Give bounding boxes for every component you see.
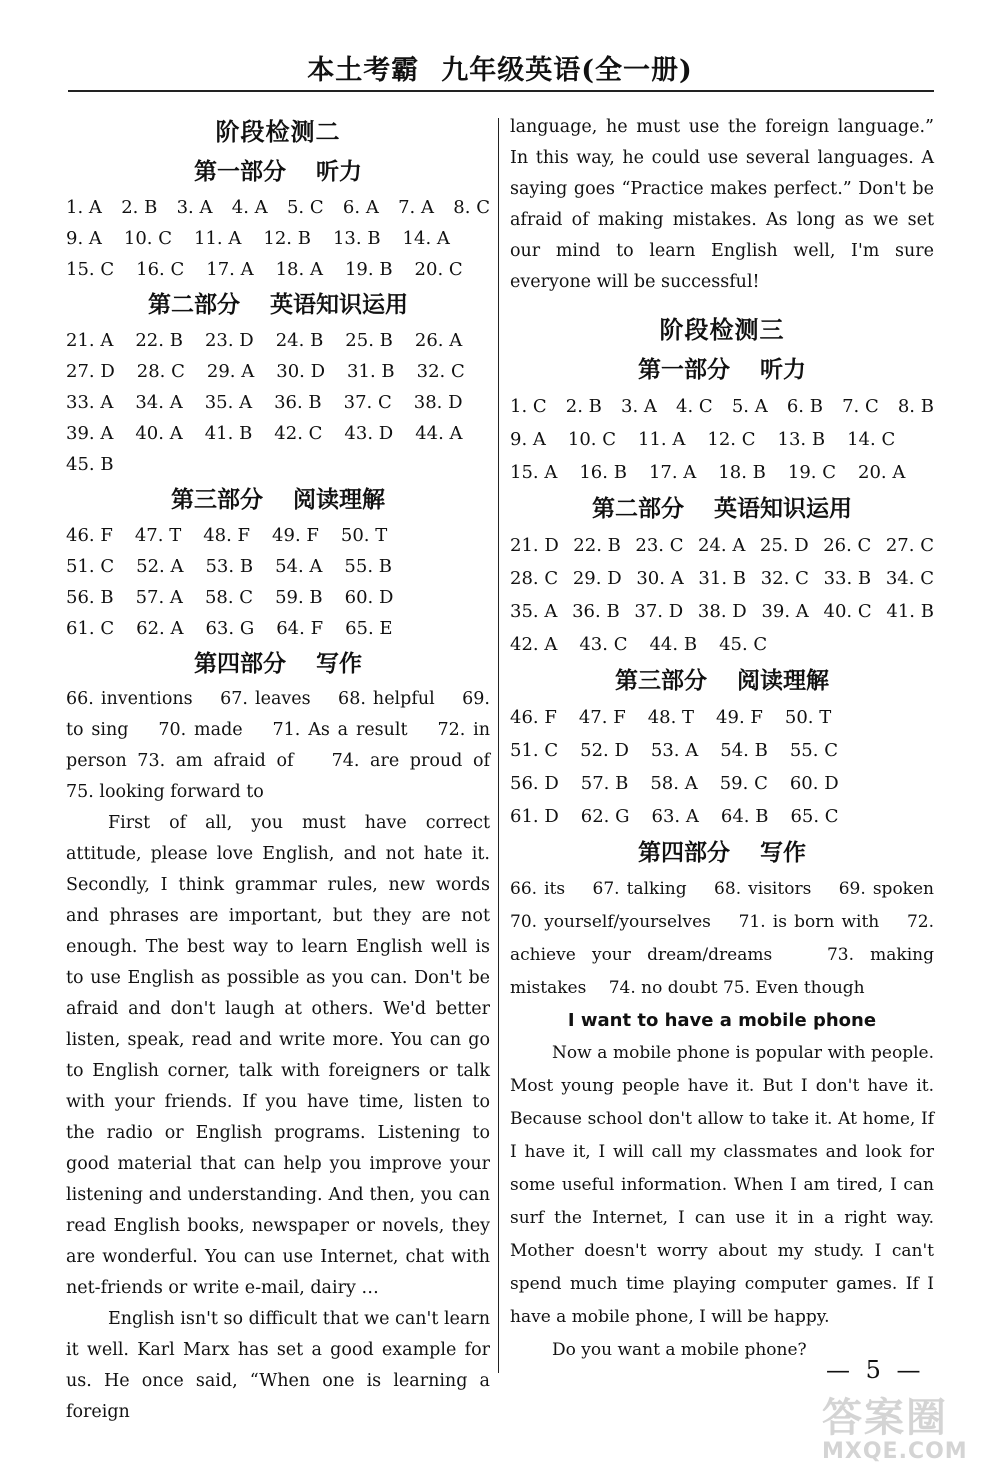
answer-item: 44. A xyxy=(415,423,463,444)
answer-row xyxy=(66,223,490,254)
answer-item: 3. A xyxy=(176,197,213,218)
answer-item: 43. D xyxy=(344,423,394,444)
answer-item: 54. B xyxy=(720,740,768,761)
answer-item: 1. C xyxy=(510,396,547,417)
answer-item: 46. F xyxy=(510,707,557,728)
answer-item: 42. C xyxy=(274,423,323,444)
answer-item: 25. D xyxy=(759,535,809,556)
answer-item: 5. A xyxy=(731,396,768,417)
answer-item: 47. F xyxy=(578,707,626,728)
answer-item: 27. D xyxy=(66,361,115,382)
answer-item: 38. D xyxy=(697,601,747,622)
answer-item: 22. B xyxy=(573,535,621,556)
answer-item: 10. C xyxy=(567,429,617,450)
answer-item: 61. C xyxy=(66,618,115,639)
answer-item: 51. C xyxy=(510,740,559,761)
answer-item: 32. C xyxy=(760,568,809,589)
answer-item: 56. D xyxy=(510,773,559,794)
answer-item: 4. C xyxy=(676,396,713,417)
answer-item: 56. B xyxy=(66,587,114,608)
answer-group xyxy=(510,390,934,489)
answer-row xyxy=(510,562,934,595)
answer-item: 15. A xyxy=(510,462,558,483)
answer-row xyxy=(66,449,490,480)
answer-item: 30. A xyxy=(636,568,684,589)
answer-group xyxy=(510,701,934,833)
answer-item: 23. D xyxy=(204,330,254,351)
answer-item: 53. B xyxy=(205,556,254,577)
answer-item: 57. B xyxy=(580,773,629,794)
answer-item: 62. A xyxy=(136,618,184,639)
answer-item: 60. D xyxy=(344,587,394,608)
answer-item: 9. A xyxy=(66,228,102,249)
answer-item: 37. D xyxy=(634,601,684,622)
answer-item: 13. B xyxy=(777,429,826,450)
answer-item: 22. B xyxy=(135,330,183,351)
answer-item: 54. A xyxy=(275,556,323,577)
answer-row xyxy=(66,387,490,418)
answer-row xyxy=(66,192,490,223)
answer-item: 16. B xyxy=(579,462,627,483)
answer-item: 49. F xyxy=(716,707,763,728)
answer-item: 6. A xyxy=(342,197,379,218)
answer-item: 35. A xyxy=(204,392,253,413)
answer-item: 1. A xyxy=(66,197,102,218)
answer-item: 3. A xyxy=(621,396,657,417)
answer-item: 36. B xyxy=(572,601,620,622)
answer-row xyxy=(66,551,490,582)
essay-continuation: language, he must use the foreign language.” In this way, he could use several languages. A saying goes “Practice makes perfect.” Don't be afraid of making mistakes. As long as we set our mind to learn English well, I'm sure everyone will be successful! xyxy=(510,117,934,292)
answer-item: 8. C xyxy=(453,197,490,218)
answer-group xyxy=(66,325,490,480)
answer-row xyxy=(510,767,934,800)
section-title: 阶段检测三 xyxy=(659,315,785,344)
header-rule xyxy=(68,90,934,92)
answer-item: 24. B xyxy=(275,330,324,351)
answer-item: 44. B xyxy=(649,634,698,655)
answer-item: 7. C xyxy=(842,396,879,417)
answer-row xyxy=(66,582,490,613)
answer-row xyxy=(66,325,490,356)
answer-row xyxy=(510,529,934,562)
answer-item: 29. D xyxy=(572,568,622,589)
answer-row xyxy=(510,734,934,767)
answer-item: 48. T xyxy=(647,707,695,728)
answer-item: 4. A xyxy=(231,197,268,218)
answer-item: 20. C xyxy=(414,259,463,280)
answer-item: 10. C xyxy=(123,228,173,249)
right-column xyxy=(510,112,957,1367)
answer-item: 58. A xyxy=(650,773,698,794)
watermark-logo: 答案圈 MXQE.COM xyxy=(822,1395,968,1464)
answer-item: 52. A xyxy=(136,556,184,577)
answer-item: 50. T xyxy=(340,525,388,546)
essay-paragraph: English isn't so difficult that we can't learn it well. Karl Marx has set a good example for us. He once said, “When one is learning a foreign xyxy=(66,1309,490,1422)
answer-row xyxy=(510,456,934,489)
answer-item: 38. D xyxy=(413,392,463,413)
answer-item: 29. A xyxy=(206,361,255,382)
answer-item: 16. C xyxy=(136,259,185,280)
answer-item: 20. A xyxy=(858,462,906,483)
answer-item: 37. C xyxy=(343,392,392,413)
page-header xyxy=(0,48,1000,87)
answer-item: 34. C xyxy=(885,568,934,589)
answer-item: 2. B xyxy=(121,197,158,218)
answer-row xyxy=(510,701,934,734)
answer-item: 65. E xyxy=(345,618,393,639)
answer-row xyxy=(510,595,934,628)
answer-item: 27. C xyxy=(885,535,934,556)
answer-item: 47. T xyxy=(134,525,182,546)
essay-paragraph: Do you want a mobile phone? xyxy=(552,1340,807,1360)
answer-row xyxy=(510,390,934,423)
answer-item: 24. A xyxy=(698,535,746,556)
answer-item: 55. C xyxy=(789,740,838,761)
answer-row xyxy=(66,613,490,644)
answer-item: 11. A xyxy=(194,228,242,249)
answer-item: 52. D xyxy=(580,740,629,761)
answer-item: 25. B xyxy=(345,330,393,351)
answer-group xyxy=(66,520,490,644)
answer-item: 28. C xyxy=(510,568,559,589)
answer-item: 59. B xyxy=(275,587,323,608)
answer-item: 30. D xyxy=(276,361,326,382)
page-number: — 5 — xyxy=(826,1356,925,1384)
answer-row xyxy=(66,418,490,449)
answer-row xyxy=(510,628,934,661)
answer-item: 26. A xyxy=(414,330,463,351)
essay-paragraph: Now a mobile phone is popular with people. Most young people have it. But I don't have it. Because school don't allow to take it. At home, If I have it, I will call my classmates and look for some useful information. When I am tired, I can surf the Internet, I can use it in a right way. Mother doesn't worry about my study. I can't spend much time playing computer games. If I have a mobile phone, I will be happy. xyxy=(510,1043,934,1327)
answer-item: 31. B xyxy=(698,568,746,589)
answer-item: 51. C xyxy=(66,556,115,577)
answer-item: 36. B xyxy=(274,392,322,413)
answer-row xyxy=(510,423,934,456)
answer-row xyxy=(66,254,490,285)
essay-title: I want to have a mobile phone xyxy=(567,1010,877,1031)
part-heading: 第四部分 写作 xyxy=(638,839,806,866)
part-heading: 第一部分 听力 xyxy=(194,158,362,185)
answer-item: 35. A xyxy=(510,601,558,622)
answer-row xyxy=(66,520,490,551)
left-column xyxy=(66,112,514,1428)
answer-item: 40. A xyxy=(135,423,183,444)
answer-item: 64. B xyxy=(720,806,769,827)
essay-paragraph: First of all, you must have correct attitude, please love English, and not hate it. Secondly, I think grammar rules, new words and phrases are important, but they are not enough. The best way to learn English well is to use English as possible as you can. Don't be afraid and don't laugh at others. We'd better listen, speak, read and write more. You can go to English corner, talk with foreigners or talk with your friends. If you have time, listen to the radio or English programs. Listening to good material that can help you improve your listening and understanding. And then, you can read English books, newspaper or novels, they are wonderful. You can use Internet, chat with net-friends or write e-mail, dairy … xyxy=(66,813,490,1298)
answer-item: 40. C xyxy=(823,601,872,622)
answer-item: 17. A xyxy=(648,462,697,483)
subject-name: 九年级英语(全一册) xyxy=(441,55,693,86)
answer-item: 9. A xyxy=(510,429,546,450)
answer-item: 23. C xyxy=(635,535,684,556)
answer-item: 12. B xyxy=(263,228,311,249)
answer-item: 5. C xyxy=(286,197,324,218)
answer-item: 39. A xyxy=(66,423,114,444)
answer-item: 57. A xyxy=(135,587,183,608)
column-divider xyxy=(498,118,499,1373)
answer-item: 55. B xyxy=(344,556,392,577)
answer-item: 50. T xyxy=(784,707,832,728)
answer-item: 14. A xyxy=(402,228,450,249)
part-heading: 第四部分 写作 xyxy=(194,650,362,677)
answer-item: 13. B xyxy=(332,228,381,249)
answer-item: 32. C xyxy=(416,361,465,382)
section-title: 阶段检测二 xyxy=(215,117,341,146)
answer-item: 49. F xyxy=(272,525,319,546)
answer-item: 28. C xyxy=(136,361,185,382)
answer-item: 39. A xyxy=(761,601,809,622)
writing-answers: 66. inventions 67. leaves 68. helpful 69. to sing 70. made 71. As a result 72. in person 73. am afraid of 74. are proud of 75. looking forward to xyxy=(66,689,514,802)
part-heading: 第二部分 英语知识运用 xyxy=(592,495,852,522)
answer-row xyxy=(66,356,490,387)
answer-item: 62. G xyxy=(580,806,630,827)
answer-item: 63. A xyxy=(651,806,699,827)
answer-item: 21. D xyxy=(510,535,559,556)
answer-item: 19. B xyxy=(344,259,393,280)
answer-item: 59. C xyxy=(719,773,768,794)
answer-item: 18. B xyxy=(718,462,766,483)
answer-item: 41. B xyxy=(886,601,934,622)
answer-item: 6. B xyxy=(786,396,823,417)
answer-item: 7. A xyxy=(398,197,435,218)
answer-item: 8. B xyxy=(897,396,934,417)
answer-item: 15. C xyxy=(66,259,115,280)
answer-item: 17. A xyxy=(206,259,254,280)
answer-item: 41. B xyxy=(204,423,253,444)
answer-item: 60. D xyxy=(789,773,839,794)
answer-item: 33. A xyxy=(66,392,114,413)
answer-item: 45. B xyxy=(66,454,114,475)
book-name: 本土考霸 xyxy=(307,55,420,86)
answer-item: 34. A xyxy=(135,392,183,413)
part-heading: 第二部分 英语知识运用 xyxy=(148,291,408,318)
answer-row xyxy=(510,800,934,833)
part-heading: 第三部分 阅读理解 xyxy=(615,667,829,694)
answer-item: 64. F xyxy=(276,618,324,639)
answer-item: 53. A xyxy=(650,740,699,761)
answer-item: 21. A xyxy=(66,330,114,351)
part-heading: 第一部分 听力 xyxy=(638,356,806,383)
answer-item: 63. G xyxy=(205,618,255,639)
answer-item: 12. C xyxy=(707,429,756,450)
answer-item: 48. F xyxy=(203,525,251,546)
answer-item: 43. C xyxy=(579,634,628,655)
answer-item: 18. A xyxy=(275,259,323,280)
answer-item: 14. C xyxy=(847,429,896,450)
answer-item: 26. C xyxy=(823,535,872,556)
answer-group xyxy=(510,529,934,661)
answer-item: 31. B xyxy=(347,361,395,382)
answer-item: 46. F xyxy=(66,525,113,546)
answer-item: 58. C xyxy=(204,587,254,608)
writing-answers: 66. its 67. talking 68. visitors 69. spoken 70. yourself/yourselves 71. is born with 72. achieve your dream/dreams 73. making mistakes 74. no doubt 75. Even though xyxy=(510,879,957,998)
answer-item: 19. C xyxy=(787,462,836,483)
answer-item: 11. A xyxy=(638,429,686,450)
answer-item: 2. B xyxy=(565,396,602,417)
answer-group xyxy=(66,192,490,285)
answer-item: 45. C xyxy=(719,634,768,655)
answer-item: 65. C xyxy=(790,806,839,827)
answer-item: 33. B xyxy=(823,568,872,589)
part-heading: 第三部分 阅读理解 xyxy=(171,486,385,513)
answer-item: 42. A xyxy=(510,634,558,655)
answer-item: 61. D xyxy=(510,806,559,827)
